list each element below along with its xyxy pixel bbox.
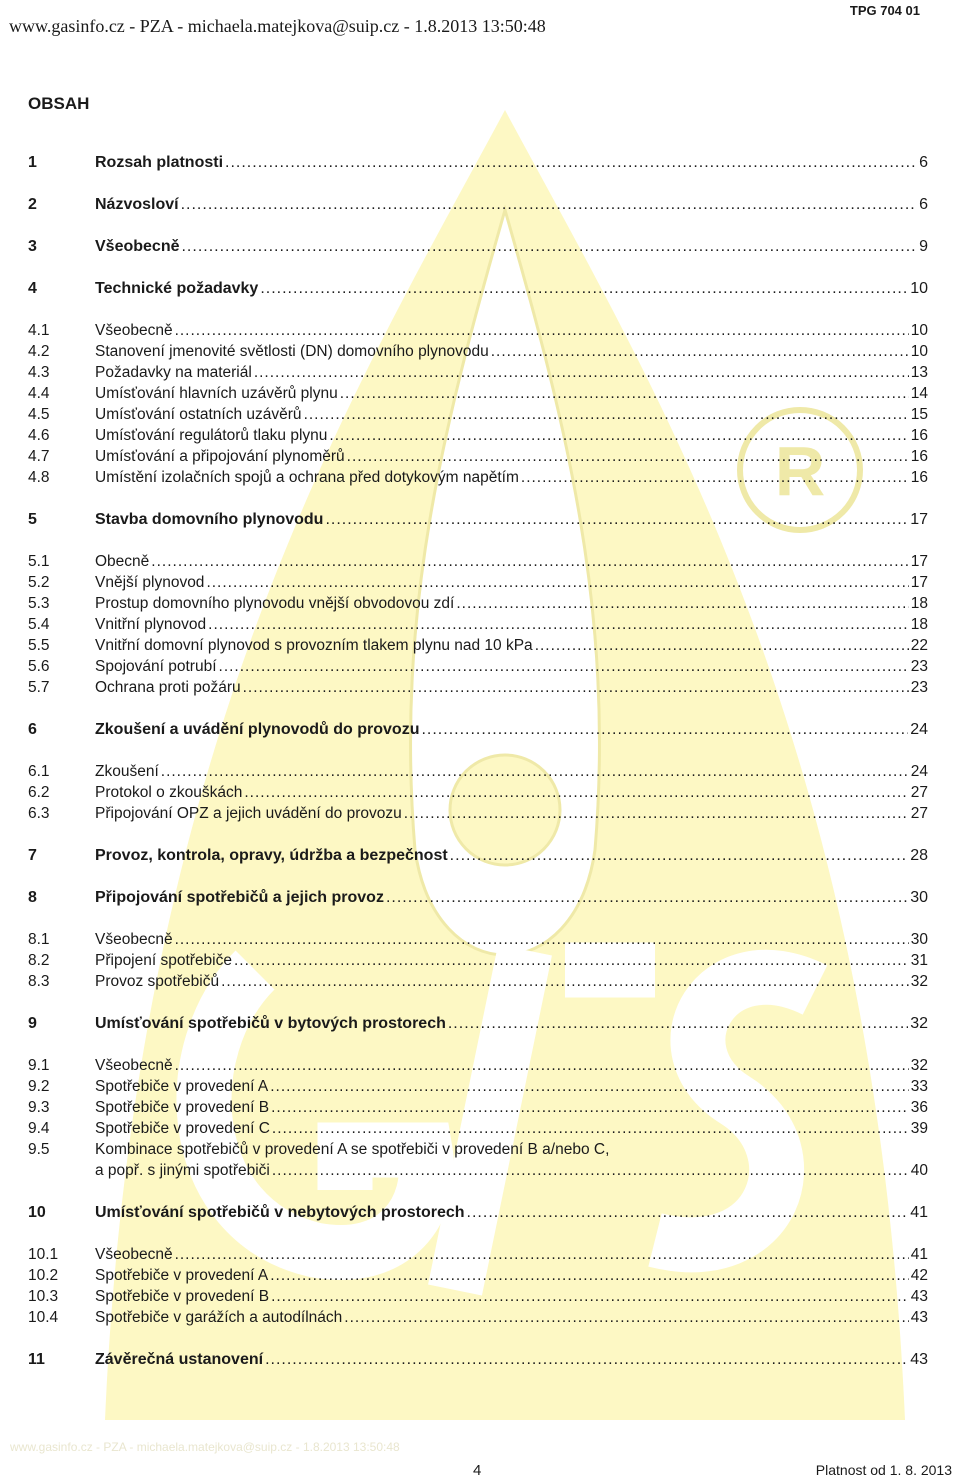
toc-entry-number: 10.2 <box>28 1267 59 1284</box>
toc-leader-dots <box>329 425 908 446</box>
toc-entry-title: Stavba domovního plynovodu <box>95 511 324 528</box>
toc-entry-title: Všeobecně <box>95 238 180 255</box>
toc-entry[interactable] <box>28 152 928 173</box>
toc-entry-title: Ochrana proti požáru <box>95 679 241 696</box>
toc-entry-number: 9.5 <box>28 1141 50 1158</box>
toc-leader-dots <box>265 1349 908 1370</box>
toc-entry-page: 10 <box>910 322 928 339</box>
toc-entry[interactable] <box>28 782 928 803</box>
toc-entry[interactable] <box>28 1307 928 1328</box>
toc-entry[interactable] <box>28 1118 928 1139</box>
toc-entry-page: 23 <box>910 679 928 696</box>
toc-leader-dots <box>421 719 908 740</box>
toc-leader-dots <box>260 278 908 299</box>
toc-entry-page: 28 <box>910 847 928 864</box>
toc-entry-number: 2 <box>28 196 37 213</box>
toc-leader-dots <box>254 362 909 383</box>
toc-entry[interactable] <box>28 614 928 635</box>
toc-entry-page: 18 <box>910 595 928 612</box>
toc-entry-number: 6.1 <box>28 763 50 780</box>
toc-entry-number: 4.1 <box>28 322 50 339</box>
toc-entry-title: Rozsah platnosti <box>95 154 224 171</box>
toc-leader-dots <box>344 1307 908 1328</box>
toc-entry-title: Vnitřní plynovod <box>95 616 207 633</box>
toc-entry[interactable] <box>28 761 928 782</box>
toc-leader-dots <box>271 1097 909 1118</box>
toc-leader-dots <box>304 404 909 425</box>
toc-entry-page: 32 <box>910 1057 928 1074</box>
toc-entry-title: Kombinace spotřebičů v provedení A se spotřebiči v provedení B a/nebo C, <box>95 1141 610 1158</box>
toc-entry-number: 10.3 <box>28 1288 59 1305</box>
toc-entry-title: Názvosloví <box>95 196 179 213</box>
toc-entry-page: 36 <box>910 1099 928 1116</box>
toc-leader-dots <box>386 887 908 908</box>
toc-entry-number: 5 <box>28 511 37 528</box>
toc-leader-dots <box>456 593 908 614</box>
toc-entry-page: 27 <box>910 805 928 822</box>
toc-entry[interactable] <box>28 1055 928 1076</box>
toc-entry-number: 9.3 <box>28 1099 50 1116</box>
toc-entry-number: 4.2 <box>28 343 50 360</box>
toc-entry-title: Spotřebiče v provedení A <box>95 1267 269 1284</box>
toc-entry[interactable] <box>28 950 928 971</box>
toc-entry-title: Požadavky na materiál <box>95 364 252 381</box>
toc-entry-title: Všeobecně <box>95 1246 173 1263</box>
toc-leader-dots <box>206 572 908 593</box>
toc-entry-page: 39 <box>910 1120 928 1137</box>
toc-entry-page: 30 <box>910 931 928 948</box>
toc-entry-number: 4.3 <box>28 364 50 381</box>
toc-entry-title: Připojování spotřebičů a jejich provoz <box>95 889 384 906</box>
toc-leader-dots <box>175 929 909 950</box>
toc-leader-dots <box>208 614 909 635</box>
toc-leader-dots <box>270 1265 909 1286</box>
toc-entry[interactable] <box>28 278 928 299</box>
toc-entry[interactable] <box>28 719 928 740</box>
toc-leader-dots <box>467 1202 909 1223</box>
toc-entry-title: Závěrečná ustanovení <box>95 1351 264 1368</box>
toc-entry-page: 13 <box>910 364 928 381</box>
toc-entry-number: 4.4 <box>28 385 50 402</box>
footer-ghost-line: www.gasinfo.cz - PZA - michaela.matejkova@suip.cz - 1.8.2013 13:50:48 <box>10 1440 400 1454</box>
toc-entry-title: Umísťování a připojování plynoměrů <box>95 448 345 465</box>
toc-entry-page: 17 <box>910 574 928 591</box>
toc-entry-number: 10 <box>28 1204 46 1221</box>
toc-leader-dots <box>175 1244 909 1265</box>
toc-entry[interactable] <box>28 656 928 677</box>
toc-entry[interactable] <box>28 1097 928 1118</box>
toc-leader-dots <box>219 656 909 677</box>
toc-entry[interactable] <box>28 425 928 446</box>
toc-entry-number: 6.3 <box>28 805 50 822</box>
toc-entry[interactable] <box>28 194 928 215</box>
svg-text:R: R <box>774 432 826 510</box>
toc-leader-dots <box>535 635 909 656</box>
toc-entry[interactable] <box>28 677 928 698</box>
toc-entry-page: 10 <box>910 343 928 360</box>
toc-entry-number: 9 <box>28 1015 37 1032</box>
toc-entry-title: Umísťování hlavních uzávěrů plynu <box>95 385 338 402</box>
toc-entry[interactable] <box>28 362 928 383</box>
toc-entry-title: Stanovení jmenovité světlosti (DN) domovního plynovodu <box>95 343 489 360</box>
toc-leader-dots <box>272 1160 909 1181</box>
toc-entry-title: Umísťování spotřebičů v nebytových prostorech <box>95 1204 465 1221</box>
toc-entry-title: Zkoušení a uvádění plynovodů do provozu <box>95 721 420 738</box>
toc-leader-dots <box>521 467 909 488</box>
toc-entry[interactable] <box>28 1139 928 1160</box>
toc-entry[interactable] <box>28 1265 928 1286</box>
toc-leader-dots <box>244 782 908 803</box>
toc-entry[interactable] <box>28 509 928 530</box>
toc-leader-dots <box>491 341 909 362</box>
toc-entry-number: 9.2 <box>28 1078 50 1095</box>
toc-entry-page: 16 <box>910 427 928 444</box>
toc-entry-title: Zkoušení <box>95 763 159 780</box>
toc-entry-number: 3 <box>28 238 37 255</box>
toc-heading: OBSAH <box>28 94 90 113</box>
toc-entry-number: 9.1 <box>28 1057 50 1074</box>
toc-leader-dots <box>270 1076 909 1097</box>
toc-leader-dots <box>271 1286 909 1307</box>
toc-leader-dots <box>234 950 909 971</box>
toc-entry-page: 31 <box>910 952 928 969</box>
toc-entry-number: 4.6 <box>28 427 50 444</box>
toc-leader-dots <box>325 509 908 530</box>
toc-entry-number: 5.5 <box>28 637 50 654</box>
toc-entry-number: 8 <box>28 889 37 906</box>
toc-entry-number: 4 <box>28 280 37 297</box>
toc-entry[interactable] <box>28 845 928 866</box>
toc-entry-title: Provoz, kontrola, opravy, údržba a bezpečnost <box>95 847 448 864</box>
toc-leader-dots <box>175 1055 909 1076</box>
toc-entry-page: 33 <box>910 1078 928 1095</box>
toc-leader-dots <box>225 152 917 173</box>
toc-entry[interactable] <box>28 593 928 614</box>
toc-entry-title: Technické požadavky <box>95 280 259 297</box>
toc-entry-page: 32 <box>910 1015 928 1032</box>
toc-entry-page: 41 <box>910 1204 928 1221</box>
toc-entry-page: 9 <box>919 238 928 255</box>
toc-entry[interactable] <box>28 551 928 572</box>
toc-entry-number: 6.2 <box>28 784 50 801</box>
toc-entry-page: 15 <box>910 406 928 423</box>
toc-leader-dots <box>175 320 909 341</box>
table-of-contents <box>28 152 928 1370</box>
toc-entry-title: Spotřebiče v provedení B <box>95 1099 270 1116</box>
toc-entry-number: 5.7 <box>28 679 50 696</box>
toc-entry-page: 27 <box>910 784 928 801</box>
toc-entry-title: Spotřebiče v provedení B <box>95 1288 270 1305</box>
toc-leader-dots <box>181 236 917 257</box>
toc-entry[interactable] <box>28 1286 928 1307</box>
toc-entry-page: 17 <box>910 553 928 570</box>
toc-entry-page: 16 <box>910 469 928 486</box>
toc-leader-dots <box>272 1118 909 1139</box>
toc-entry-page: 24 <box>910 763 928 780</box>
toc-entry-title: Protokol o zkouškách <box>95 784 243 801</box>
toc-entry-page: 6 <box>919 196 928 213</box>
toc-entry[interactable] <box>28 1244 928 1265</box>
toc-entry-number: 5.6 <box>28 658 50 675</box>
toc-entry[interactable] <box>28 929 928 950</box>
toc-entry[interactable] <box>28 1202 928 1223</box>
toc-entry[interactable] <box>28 383 928 404</box>
toc-entry-page: 43 <box>910 1288 928 1305</box>
toc-leader-dots <box>347 446 909 467</box>
toc-entry-title: Provoz spotřebičů <box>95 973 220 990</box>
toc-entry[interactable] <box>28 887 928 908</box>
toc-entry-title: Připojování OPZ a jejich uvádění do provozu <box>95 805 402 822</box>
toc-entry-title: Vnitřní domovní plynovod s provozním tlakem plynu nad 10 kPa <box>95 637 533 654</box>
toc-entry-title: Všeobecně <box>95 931 173 948</box>
toc-entry-number: 5.4 <box>28 616 50 633</box>
toc-leader-dots <box>243 677 909 698</box>
toc-entry-number: 10.1 <box>28 1246 59 1263</box>
toc-entry-page: 40 <box>910 1162 928 1179</box>
toc-entry-title: Všeobecně <box>95 322 173 339</box>
toc-entry-page: 23 <box>910 658 928 675</box>
toc-entry-page: 41 <box>910 1246 928 1263</box>
toc-entry[interactable] <box>28 572 928 593</box>
toc-entry-page: 32 <box>910 973 928 990</box>
toc-entry[interactable] <box>28 320 928 341</box>
toc-leader-dots <box>181 194 918 215</box>
toc-entry-title: Spojování potrubí <box>95 658 217 675</box>
toc-entry-page: 22 <box>910 637 928 654</box>
toc-entry-page: 43 <box>910 1309 928 1326</box>
toc-entry[interactable] <box>28 236 928 257</box>
toc-leader-dots <box>450 845 909 866</box>
toc-entry[interactable] <box>28 1013 928 1034</box>
toc-entry-page: 30 <box>910 889 928 906</box>
toc-entry-number: 5.1 <box>28 553 50 570</box>
toc-entry-page: 17 <box>910 511 928 528</box>
toc-entry-number: 6 <box>28 721 37 738</box>
toc-entry-page: 42 <box>910 1267 928 1284</box>
toc-entry-page: 10 <box>910 280 928 297</box>
toc-entry[interactable] <box>28 1076 928 1097</box>
toc-entry-page: 43 <box>910 1351 928 1368</box>
toc-entry-number: 4.8 <box>28 469 50 486</box>
toc-entry-title: Spotřebiče v provedení A <box>95 1078 269 1095</box>
toc-entry-page: 16 <box>910 448 928 465</box>
toc-entry-number: 8.3 <box>28 973 50 990</box>
toc-entry[interactable] <box>28 446 928 467</box>
toc-entry-page: 14 <box>910 385 928 402</box>
toc-entry-number: 9.4 <box>28 1120 50 1137</box>
toc-entry-title-continued: a popř. s jinými spotřebiči <box>95 1162 270 1179</box>
toc-entry-number: 1 <box>28 154 37 171</box>
toc-entry-title: Umísťování ostatních uzávěrů <box>95 406 302 423</box>
toc-entry-title: Připojení spotřebiče <box>95 952 232 969</box>
toc-entry-title: Spotřebiče v garážích a autodílnách <box>95 1309 343 1326</box>
toc-leader-dots <box>161 761 909 782</box>
document-id: TPG 704 01 <box>849 3 920 18</box>
toc-leader-dots <box>448 1013 908 1034</box>
toc-entry-page: 6 <box>919 154 928 171</box>
page-number: 4 <box>473 1462 482 1479</box>
toc-entry-title: Prostup domovního plynovodu vnější obvodovou zdí <box>95 595 455 612</box>
toc-entry-title: Umísťování spotřebičů v bytových prostorech <box>95 1015 446 1032</box>
toc-entry-page: 24 <box>910 721 928 738</box>
toc-entry-page: 18 <box>910 616 928 633</box>
toc-entry-number: 11 <box>28 1351 45 1368</box>
toc-entry-number: 5.3 <box>28 595 50 612</box>
toc-entry[interactable] <box>28 635 928 656</box>
toc-entry-title: Spotřebiče v provedení C <box>95 1120 270 1137</box>
toc-entry-title: Všeobecně <box>95 1057 173 1074</box>
toc-entry[interactable] <box>28 341 928 362</box>
toc-entry[interactable] <box>28 803 928 824</box>
toc-entry-number: 4.7 <box>28 448 50 465</box>
toc-entry[interactable] <box>28 467 928 488</box>
toc-leader-dots <box>151 551 908 572</box>
toc-entry-number: 4.5 <box>28 406 50 423</box>
toc-entry[interactable] <box>28 404 928 425</box>
toc-entry-number: 8.2 <box>28 952 50 969</box>
toc-entry-title: Umístění izolačních spojů a ochrana před dotykovým napětím <box>95 469 519 486</box>
toc-leader-dots <box>340 383 909 404</box>
toc-entry-title: Obecně <box>95 553 150 570</box>
toc-leader-dots <box>404 803 909 824</box>
toc-leader-dots <box>221 971 909 992</box>
source-line: www.gasinfo.cz - PZA - michaela.matejkova@suip.cz - 1.8.2013 13:50:48 <box>9 16 546 36</box>
toc-entry-title: Vnější plynovod <box>95 574 205 591</box>
toc-entry-number: 5.2 <box>28 574 50 591</box>
validity-date: Platnost od 1. 8. 2013 <box>815 1462 952 1478</box>
toc-entry[interactable] <box>28 1160 928 1181</box>
toc-entry-number: 7 <box>28 847 37 864</box>
toc-entry-number: 10.4 <box>28 1309 59 1326</box>
toc-entry[interactable] <box>28 1349 928 1370</box>
toc-entry-title: Umísťování regulátorů tlaku plynu <box>95 427 328 444</box>
toc-entry-number: 8.1 <box>28 931 50 948</box>
toc-entry[interactable] <box>28 971 928 992</box>
